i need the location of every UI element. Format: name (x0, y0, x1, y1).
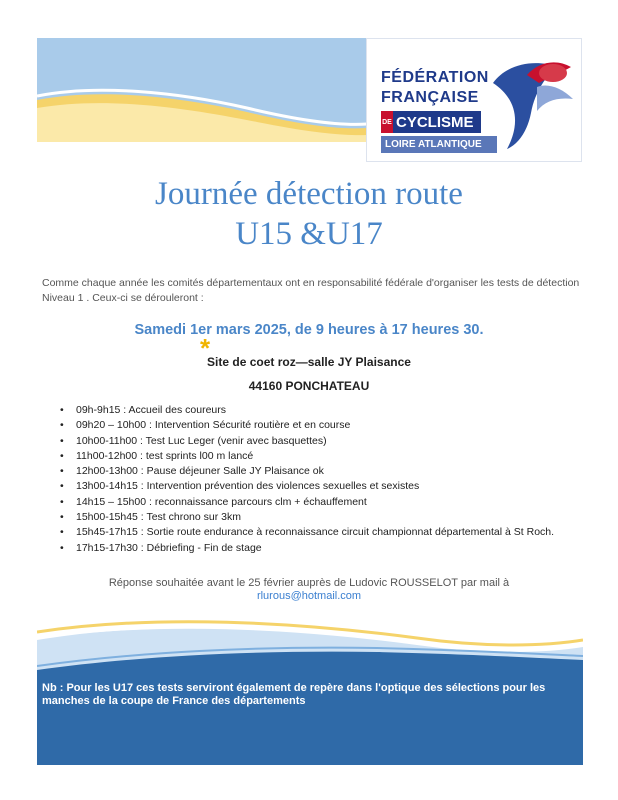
logo-cyclisme: CYCLISME (396, 113, 474, 131)
schedule-item: • 09h-9h15 : Accueil des coureurs (58, 403, 554, 418)
contact-email-link[interactable]: rlurous@hotmail.com (256, 590, 362, 602)
logo-de: DE (381, 111, 393, 133)
schedule-item: • 17h15-17h30 : Débriefing - Fin de stage (58, 541, 554, 556)
asterisk-icon: * (200, 333, 211, 363)
schedule-item: • 10h00-11h00 : Test Luc Leger (venir avec basquettes) (58, 434, 554, 449)
event-city: 44160 PONCHATEAU (248, 379, 370, 393)
logo-line-1: FÉDÉRATION (381, 69, 489, 86)
schedule-item: • 12h00-13h00 : Pause déjeuner Salle JY Plaisance ok (58, 464, 554, 479)
header-wave-banner (37, 38, 367, 142)
ffc-logo (366, 38, 582, 162)
schedule-item: • 14h15 – 15h00 : reconnaissance parcours clm + échauffement (58, 495, 554, 510)
logo-line-2: FRANÇAISE (381, 89, 479, 106)
page-title-line-1: Journée détection route (155, 176, 463, 212)
logo-cyclisme-bar (381, 111, 481, 133)
nb-note: Nb : Pour les U17 ces tests serviront également de repère dans l'optique des sélections pour les manches de la coupe de France des départements (42, 682, 546, 707)
reply-request: Réponse souhaitée avant le 25 février auprès de Ludovic ROUSSELOT par mail à (108, 577, 510, 589)
event-site: Site de coet roz—salle JY Plaisance (207, 355, 411, 369)
event-date: Samedi 1er mars 2025, de 9 heures à 17 heures 30. (134, 322, 484, 338)
intro-paragraph: Comme chaque année les comités départementaux ont en responsabilité fédérale d'organiser les tests de détection Niveau 1 . Ceux-ci se dérouleront : (42, 277, 580, 304)
logo-region: LOIRE ATLANTIQUE (381, 136, 497, 153)
schedule-list (58, 403, 554, 556)
page-title-line-2: U15 &U17 (235, 216, 383, 252)
schedule-item: • 15h00-15h45 : Test chrono sur 3km (58, 510, 554, 525)
schedule-item: • 13h00-14h15 : Intervention prévention des violences sexuelles et sexistes (58, 479, 554, 494)
schedule-item: • 11h00-12h00 : test sprints l00 m lancé (58, 449, 554, 464)
schedule-item: • 15h45-17h15 : Sortie route endurance à reconnaissance circuit championnat départemental à St Roch. (58, 525, 554, 540)
cyclist-swoosh-icon (487, 53, 579, 153)
schedule-item: • 09h20 – 10h00 : Intervention Sécurité routière et en course (58, 418, 554, 433)
